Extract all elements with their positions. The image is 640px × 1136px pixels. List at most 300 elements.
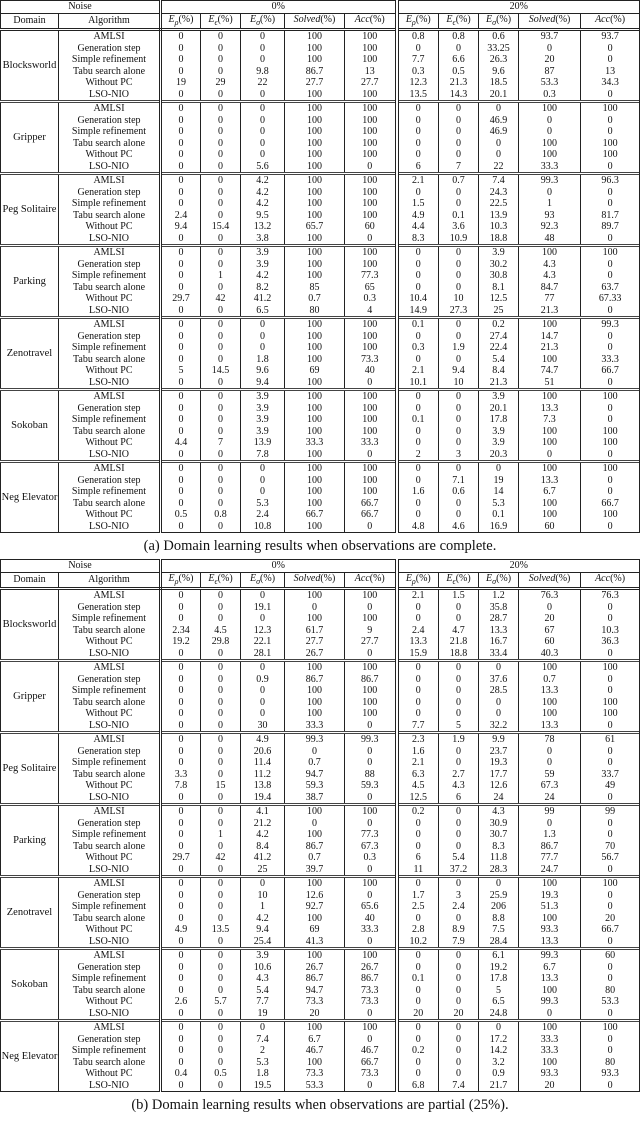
algorithm-name: Simple refinement xyxy=(59,126,161,138)
algorithm-name: Without PC xyxy=(59,293,161,305)
metric-value: 73.3 xyxy=(345,996,397,1008)
metric-value: 0 xyxy=(439,138,479,150)
metric-value: 0 xyxy=(201,973,241,985)
metric-value: 9.6 xyxy=(479,66,519,78)
metric-value: 0 xyxy=(161,936,201,949)
metric-name: E xyxy=(405,572,412,584)
metric-value: 0 xyxy=(439,818,479,830)
metric-value: 4.9 xyxy=(241,733,285,746)
metric-value: 0 xyxy=(161,270,201,282)
metric-value: 100 xyxy=(345,54,397,66)
metric-subscript: ρ xyxy=(174,17,179,27)
metric-value: 25.4 xyxy=(241,936,285,949)
metric-value: 0 xyxy=(479,102,519,115)
metric-value: 0 xyxy=(161,746,201,758)
metric-value: 38.7 xyxy=(285,792,345,805)
table-row xyxy=(1,305,640,318)
metric-value: 0 xyxy=(519,757,581,769)
metric-value: 56.7 xyxy=(581,852,640,864)
metric-name: E xyxy=(405,13,412,25)
metric-value: 0 xyxy=(479,462,519,475)
metric-value: 12.3 xyxy=(241,625,285,637)
metric-value: 100 xyxy=(285,115,345,127)
metric-value: 0 xyxy=(439,829,479,841)
metric-value: 0 xyxy=(201,115,241,127)
metric-value: 27.7 xyxy=(345,77,397,89)
metric-unit: (%) xyxy=(610,13,626,25)
metric-value: 100 xyxy=(345,102,397,115)
metric-header xyxy=(519,572,581,589)
algorithm-name: LSO-NIO xyxy=(59,377,161,390)
metric-unit: (%) xyxy=(610,572,626,584)
metric-value: 0 xyxy=(581,864,640,877)
metric-value: 74.7 xyxy=(519,365,581,377)
table-row xyxy=(1,66,640,78)
algorithm-name: LSO-NIO xyxy=(59,161,161,174)
metric-value: 0.1 xyxy=(397,318,439,331)
metric-value: 0 xyxy=(581,973,640,985)
metric-value: 25 xyxy=(241,864,285,877)
metric-unit: (%) xyxy=(455,13,471,25)
metric-value: 8.1 xyxy=(479,282,519,294)
metric-value: 0 xyxy=(161,318,201,331)
metric-value: 24 xyxy=(519,792,581,805)
domain-name: Sokoban xyxy=(1,949,59,1021)
table-header xyxy=(1,560,640,589)
metric-value: 46.9 xyxy=(479,115,519,127)
metric-value: 100 xyxy=(345,877,397,890)
domain-name: Neg Elevator xyxy=(1,462,59,533)
metric-value: 100 xyxy=(519,985,581,997)
metric-value: 22.1 xyxy=(241,636,285,648)
metric-value: 0 xyxy=(439,331,479,343)
metric-value: 7 xyxy=(201,437,241,449)
metric-unit: (%) xyxy=(415,572,431,584)
metric-value: 20.6 xyxy=(241,746,285,758)
algorithm-name: LSO-NIO xyxy=(59,1080,161,1092)
metric-value: 6.5 xyxy=(479,996,519,1008)
metric-value: 6.5 xyxy=(241,305,285,318)
table-row xyxy=(1,962,640,974)
metric-value: 3.9 xyxy=(241,949,285,962)
metric-value: 0 xyxy=(397,138,439,150)
metric-value: 0 xyxy=(201,462,241,475)
metric-value: 13 xyxy=(581,66,640,78)
metric-value: 93.3 xyxy=(519,1068,581,1080)
metric-value: 12.5 xyxy=(397,792,439,805)
metric-value: 100 xyxy=(581,462,640,475)
metric-value: 0 xyxy=(581,198,640,210)
metric-value: 6.7 xyxy=(519,486,581,498)
table-row xyxy=(1,1057,640,1069)
metric-header xyxy=(439,572,479,589)
metric-value: 3.9 xyxy=(241,426,285,438)
metric-value: 17.7 xyxy=(479,769,519,781)
metric-name: E xyxy=(446,572,453,584)
metric-value: 6 xyxy=(397,161,439,174)
metric-value: 0 xyxy=(241,138,285,150)
algorithm-name: AMLSI xyxy=(59,733,161,746)
metric-header xyxy=(397,572,439,589)
metric-value: 2.5 xyxy=(397,901,439,913)
metric-value: 0 xyxy=(397,877,439,890)
metric-value: 3.9 xyxy=(479,390,519,403)
table-row xyxy=(1,1068,640,1080)
metric-value: 13.9 xyxy=(479,210,519,222)
metric-value: 1.6 xyxy=(397,746,439,758)
metric-value: 11.8 xyxy=(479,852,519,864)
metric-value: 0 xyxy=(397,270,439,282)
domain-name: Gripper xyxy=(1,661,59,733)
metric-value: 0 xyxy=(241,697,285,709)
algorithm-name: LSO-NIO xyxy=(59,521,161,533)
metric-value: 0 xyxy=(397,1057,439,1069)
metric-name: Solved xyxy=(528,13,556,25)
metric-value: 8.3 xyxy=(397,233,439,246)
metric-value: 100 xyxy=(345,685,397,697)
metric-value: 37.2 xyxy=(439,864,479,877)
metric-value: 13.3 xyxy=(479,625,519,637)
metric-value: 0 xyxy=(397,102,439,115)
metric-value: 28.7 xyxy=(479,613,519,625)
metric-value: 21.8 xyxy=(439,636,479,648)
metric-subscript: ϵ xyxy=(214,576,218,586)
metric-value: 0 xyxy=(439,462,479,475)
metric-value: 4.3 xyxy=(479,805,519,818)
metric-value: 13.3 xyxy=(519,685,581,697)
metric-value: 53.3 xyxy=(519,77,581,89)
metric-value: 99.3 xyxy=(581,318,640,331)
metric-value: 25 xyxy=(479,305,519,318)
table-row xyxy=(1,1045,640,1057)
metric-value: 33.7 xyxy=(581,769,640,781)
table-row xyxy=(1,161,640,174)
metric-value: 0 xyxy=(439,949,479,962)
table-row xyxy=(1,890,640,902)
metric-value: 4 xyxy=(345,305,397,318)
metric-value: 36.3 xyxy=(581,636,640,648)
metric-value: 0 xyxy=(397,661,439,674)
metric-value: 100 xyxy=(285,521,345,533)
metric-value: 0.2 xyxy=(397,805,439,818)
metric-value: 0 xyxy=(161,708,201,720)
algorithm-name: Tabu search alone xyxy=(59,1057,161,1069)
algorithm-name: LSO-NIO xyxy=(59,1008,161,1021)
metric-value: 0.6 xyxy=(439,486,479,498)
metric-value: 7.3 xyxy=(519,414,581,426)
metric-value: 0 xyxy=(397,613,439,625)
table-row xyxy=(1,403,640,415)
metric-value: 0 xyxy=(581,757,640,769)
metric-unit: (%) xyxy=(415,13,431,25)
metric-value: 0 xyxy=(581,89,640,102)
metric-value: 29.7 xyxy=(161,852,201,864)
algorithm-name: Without PC xyxy=(59,852,161,864)
metric-value: 20 xyxy=(519,54,581,66)
metric-value: 100 xyxy=(345,174,397,187)
table-row xyxy=(1,54,640,66)
metric-value: 100 xyxy=(345,43,397,55)
metric-subscript: σ xyxy=(492,576,497,586)
metric-value: 10.8 xyxy=(241,521,285,533)
metric-value: 0 xyxy=(581,161,640,174)
table-row xyxy=(1,805,640,818)
metric-value: 7.5 xyxy=(479,924,519,936)
metric-value: 0 xyxy=(201,246,241,259)
metric-unit: (%) xyxy=(496,13,512,25)
metric-value: 0 xyxy=(345,720,397,733)
metric-value: 1.8 xyxy=(241,354,285,366)
metric-value: 0 xyxy=(581,126,640,138)
metric-value: 1.9 xyxy=(439,733,479,746)
metric-value: 0 xyxy=(519,1008,581,1021)
metric-value: 4.2 xyxy=(241,198,285,210)
metric-name: E xyxy=(208,572,215,584)
metric-value: 93.7 xyxy=(581,30,640,43)
metric-value: 73.3 xyxy=(345,354,397,366)
metric-name: E xyxy=(208,13,215,25)
metric-value: 0 xyxy=(201,414,241,426)
metric-value: 0 xyxy=(161,877,201,890)
metric-value: 9.5 xyxy=(241,210,285,222)
metric-value: 86.7 xyxy=(285,973,345,985)
metric-value: 0 xyxy=(439,962,479,974)
metric-value: 65 xyxy=(345,282,397,294)
metric-value: 0 xyxy=(581,674,640,686)
metric-value: 0.3 xyxy=(345,293,397,305)
metric-value: 8.4 xyxy=(479,365,519,377)
metric-value: 17.8 xyxy=(479,973,519,985)
metric-value: 10.2 xyxy=(397,936,439,949)
metric-value: 41.2 xyxy=(241,852,285,864)
metric-value: 206 xyxy=(479,901,519,913)
algorithm-name: Tabu search alone xyxy=(59,498,161,510)
metric-value: 30.8 xyxy=(479,270,519,282)
metric-value: 0 xyxy=(581,890,640,902)
metric-value: 0 xyxy=(439,913,479,925)
metric-value: 0 xyxy=(241,89,285,102)
metric-value: 9.4 xyxy=(241,924,285,936)
metric-value: 0 xyxy=(439,426,479,438)
metric-value: 100 xyxy=(581,138,640,150)
metric-value: 0 xyxy=(397,985,439,997)
metric-value: 86.7 xyxy=(345,973,397,985)
metric-value: 0 xyxy=(201,498,241,510)
algorithm-name: Simple refinement xyxy=(59,342,161,354)
metric-name: E xyxy=(249,572,257,584)
metric-value: 100 xyxy=(519,708,581,720)
metric-name: Solved xyxy=(528,572,556,584)
metric-value: 66.7 xyxy=(345,498,397,510)
table-row xyxy=(1,475,640,487)
metric-value: 0 xyxy=(161,246,201,259)
metric-value: 100 xyxy=(345,187,397,199)
metric-value: 87 xyxy=(519,66,581,78)
metric-value: 0 xyxy=(345,1034,397,1046)
metric-value: 100 xyxy=(285,426,345,438)
metric-value: 1.5 xyxy=(397,198,439,210)
table-row xyxy=(1,102,640,115)
metric-value: 0 xyxy=(241,115,285,127)
metric-value: 29.8 xyxy=(201,636,241,648)
algorithm-name: Generation step xyxy=(59,890,161,902)
metric-value: 0 xyxy=(161,521,201,533)
metric-value: 100 xyxy=(345,198,397,210)
metric-name: Acc xyxy=(354,572,370,584)
metric-value: 0 xyxy=(241,149,285,161)
metric-value: 0 xyxy=(439,259,479,271)
metric-value: 0 xyxy=(161,818,201,830)
metric-value: 4.5 xyxy=(397,780,439,792)
metric-value: 12.5 xyxy=(479,293,519,305)
metric-value: 19.4 xyxy=(241,792,285,805)
metric-value: 0 xyxy=(241,661,285,674)
algorithm-name: Simple refinement xyxy=(59,901,161,913)
metric-unit: (%) xyxy=(555,13,571,25)
metric-value: 7.4 xyxy=(439,1080,479,1092)
metric-value: 0 xyxy=(581,602,640,614)
metric-value: 26.7 xyxy=(285,648,345,661)
metric-value: 9.6 xyxy=(241,365,285,377)
metric-name: E xyxy=(168,572,175,584)
metric-value: 76.3 xyxy=(519,589,581,602)
metric-value: 0 xyxy=(201,648,241,661)
algorithm-name: AMLSI xyxy=(59,877,161,890)
metric-value: 20 xyxy=(397,1008,439,1021)
metric-value: 0 xyxy=(201,331,241,343)
metric-value: 4.3 xyxy=(519,270,581,282)
metric-value: 6.1 xyxy=(479,949,519,962)
metric-value: 0 xyxy=(201,890,241,902)
metric-value: 0 xyxy=(345,1080,397,1092)
metric-unit: (%) xyxy=(455,572,471,584)
table-row xyxy=(1,613,640,625)
metric-value: 100 xyxy=(285,1021,345,1034)
metric-value: 13.3 xyxy=(397,636,439,648)
table-row xyxy=(1,1008,640,1021)
metric-value: 7.4 xyxy=(479,174,519,187)
metric-value: 0 xyxy=(161,1021,201,1034)
metric-value: 0 xyxy=(201,674,241,686)
metric-value: 7.1 xyxy=(439,475,479,487)
algorithm-name: Tabu search alone xyxy=(59,769,161,781)
metric-value: 0 xyxy=(439,602,479,614)
algorithm-name: Simple refinement xyxy=(59,198,161,210)
algorithm-name: Generation step xyxy=(59,674,161,686)
metric-value: 0 xyxy=(161,589,201,602)
table-row xyxy=(1,486,640,498)
metric-value: 0 xyxy=(161,138,201,150)
metric-value: 4.6 xyxy=(439,521,479,533)
metric-value: 0 xyxy=(161,187,201,199)
metric-value: 0 xyxy=(161,54,201,66)
metric-value: 100 xyxy=(285,949,345,962)
metric-value: 66.7 xyxy=(581,498,640,510)
metric-value: 4.4 xyxy=(161,437,201,449)
metric-value: 0 xyxy=(201,318,241,331)
metric-value: 10 xyxy=(439,293,479,305)
metric-value: 29 xyxy=(201,77,241,89)
metric-value: 0 xyxy=(479,708,519,720)
table-row xyxy=(1,293,640,305)
metric-value: 10.1 xyxy=(397,377,439,390)
metric-value: 0 xyxy=(201,746,241,758)
metric-value: 0 xyxy=(201,792,241,805)
table-row xyxy=(1,661,640,674)
metric-value: 100 xyxy=(519,1057,581,1069)
metric-value: 27.3 xyxy=(439,305,479,318)
metric-header xyxy=(345,13,397,30)
algorithm-name: Tabu search alone xyxy=(59,913,161,925)
metric-value: 100 xyxy=(285,1057,345,1069)
metric-value: 22 xyxy=(479,161,519,174)
metric-value: 20 xyxy=(581,913,640,925)
metric-value: 0 xyxy=(201,589,241,602)
algorithm-name: AMLSI xyxy=(59,949,161,962)
table-row xyxy=(1,829,640,841)
metric-value: 3.9 xyxy=(241,403,285,415)
metric-value: 0 xyxy=(161,949,201,962)
algorithm-name: LSO-NIO xyxy=(59,792,161,805)
metric-value: 100 xyxy=(285,246,345,259)
metric-value: 0 xyxy=(201,66,241,78)
metric-value: 0 xyxy=(201,757,241,769)
algorithm-name: Simple refinement xyxy=(59,1045,161,1057)
metric-value: 13.2 xyxy=(241,221,285,233)
metric-value: 0 xyxy=(439,1021,479,1034)
metric-header xyxy=(241,572,285,589)
metric-value: 80 xyxy=(581,1057,640,1069)
metric-value: 4.9 xyxy=(161,924,201,936)
algorithm-name: AMLSI xyxy=(59,318,161,331)
metric-value: 0 xyxy=(161,282,201,294)
metric-value: 0.7 xyxy=(439,174,479,187)
metric-value: 89.7 xyxy=(581,221,640,233)
metric-value: 8.2 xyxy=(241,282,285,294)
metric-value: 0 xyxy=(397,43,439,55)
metric-value: 1.6 xyxy=(397,486,439,498)
metric-value: 14.5 xyxy=(201,365,241,377)
metric-value: 100 xyxy=(285,318,345,331)
table-row xyxy=(1,877,640,890)
metric-value: 0 xyxy=(201,259,241,271)
metric-unit: (%) xyxy=(320,572,336,584)
metric-value: 0 xyxy=(201,841,241,853)
metric-header xyxy=(439,13,479,30)
metric-value: 33.4 xyxy=(479,648,519,661)
algorithm-name: LSO-NIO xyxy=(59,449,161,462)
algorithm-name: Without PC xyxy=(59,708,161,720)
metric-value: 100 xyxy=(285,498,345,510)
metric-subscript: ϵ xyxy=(214,17,218,27)
algorithm-name: Tabu search alone xyxy=(59,697,161,709)
metric-value: 0 xyxy=(201,89,241,102)
metric-value: 0 xyxy=(161,403,201,415)
metric-value: 0 xyxy=(201,936,241,949)
metric-value: 100 xyxy=(519,1021,581,1034)
table-header xyxy=(1,1,640,30)
metric-value: 100 xyxy=(519,354,581,366)
metric-value: 1.9 xyxy=(439,342,479,354)
metric-value: 0 xyxy=(439,1068,479,1080)
metric-value: 0 xyxy=(581,1080,640,1092)
metric-value: 2.34 xyxy=(161,625,201,637)
metric-value: 9 xyxy=(345,625,397,637)
domain-name: Zenotravel xyxy=(1,877,59,949)
metric-value: 94.7 xyxy=(285,769,345,781)
metric-value: 100 xyxy=(345,697,397,709)
metric-value: 6.7 xyxy=(285,1034,345,1046)
